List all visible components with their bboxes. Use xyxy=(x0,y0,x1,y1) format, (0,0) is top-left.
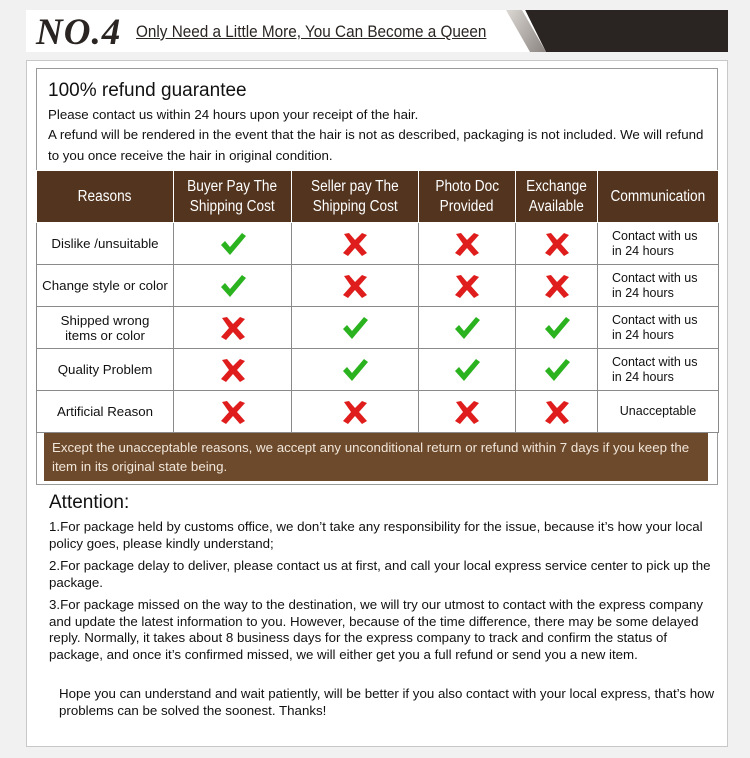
table-row xyxy=(37,307,719,349)
communication-cell: Contact with us in 24 hours xyxy=(598,223,719,265)
cross-icon xyxy=(543,230,571,258)
mark-cell xyxy=(516,265,598,307)
header-exchange: Exchange Available xyxy=(516,171,598,223)
cross-icon xyxy=(341,272,369,300)
communication-cell: Unacceptable xyxy=(598,391,719,433)
cross-icon xyxy=(453,230,481,258)
table-header-row xyxy=(37,171,719,223)
mark-cell xyxy=(516,223,598,265)
attention-closing: Hope you can understand and wait patiently, will be better if you also contact with your local express, that’s how problems can be solved the soonest. Thanks! xyxy=(59,686,715,718)
mark-cell xyxy=(419,265,516,307)
banner-slogan: Only Need a Little More, You Can Become a Queen xyxy=(136,22,487,41)
attention-item-3: 3.For package missed on the way to the destination, we will try our utmost to contact with the express company and update the latest information to you. However, because of the time difference, there may be some delayed reply. Normally, it takes about 8 business days for the express company to track and confirm the status of package, and once it’s confirmed missed, we will either get you a full refund or send you a new item. xyxy=(49,597,704,662)
table-row xyxy=(37,391,719,433)
cross-icon xyxy=(341,398,369,426)
check-icon xyxy=(219,230,247,258)
attention-item-2: 2.For package delay to deliver, please contact us at first, and call your local express service center to pick up the package. xyxy=(49,558,711,590)
mark-cell xyxy=(516,307,598,349)
attention-title: Attention: xyxy=(49,492,130,513)
section-banner xyxy=(26,10,728,52)
mark-cell xyxy=(174,391,292,433)
mark-cell xyxy=(292,265,419,307)
mark-cell xyxy=(419,223,516,265)
reason-cell: Artificial Reason xyxy=(37,391,174,433)
check-icon xyxy=(341,314,369,342)
refund-table xyxy=(36,170,719,433)
mark-cell xyxy=(419,307,516,349)
communication-cell: Contact with us in 24 hours xyxy=(598,265,719,307)
table-row xyxy=(37,223,719,265)
cross-icon xyxy=(219,398,247,426)
guarantee-line-1: Please contact us within 24 hours upon your receipt of the hair. xyxy=(48,107,419,122)
cross-icon xyxy=(219,356,247,384)
mark-cell xyxy=(174,223,292,265)
header-seller-pay: Seller pay The Shipping Cost xyxy=(292,171,419,223)
table-row xyxy=(37,265,719,307)
mark-cell xyxy=(174,265,292,307)
cross-icon xyxy=(543,272,571,300)
cross-icon xyxy=(453,398,481,426)
reason-cell: Quality Problem xyxy=(37,349,174,391)
mark-cell xyxy=(174,307,292,349)
header-photo-doc: Photo Doc Provided xyxy=(419,171,516,223)
reason-cell: Change style or color xyxy=(37,265,174,307)
guarantee-line-2: A refund will be rendered in the event that the hair is not as described, packaging is not included. We will refund to you once receive the hair in original condition. xyxy=(48,127,704,163)
mark-cell xyxy=(292,391,419,433)
communication-cell: Contact with us in 24 hours xyxy=(598,307,719,349)
header-reasons: Reasons xyxy=(37,171,174,223)
mark-cell xyxy=(516,349,598,391)
cross-icon xyxy=(543,398,571,426)
notice-box xyxy=(44,433,708,481)
mark-cell xyxy=(516,391,598,433)
cross-icon xyxy=(219,314,247,342)
check-icon xyxy=(543,314,571,342)
mark-cell xyxy=(174,349,292,391)
notice-text: Except the unacceptable reasons, we accept any unconditional return or refund within 7 days if you keep the item in its original state being. xyxy=(52,440,690,474)
mark-cell xyxy=(419,391,516,433)
header-communication: Communication xyxy=(598,171,719,223)
cross-icon xyxy=(341,230,369,258)
banner-number: NO.4 xyxy=(36,12,122,52)
check-icon xyxy=(219,272,247,300)
mark-cell xyxy=(292,349,419,391)
mark-cell xyxy=(419,349,516,391)
reason-cell: Shipped wrong items or color xyxy=(37,307,174,349)
mark-cell xyxy=(292,307,419,349)
communication-cell: Contact with us in 24 hours xyxy=(598,349,719,391)
check-icon xyxy=(453,314,481,342)
check-icon xyxy=(341,356,369,384)
table-row xyxy=(37,349,719,391)
mark-cell xyxy=(292,223,419,265)
cross-icon xyxy=(453,272,481,300)
check-icon xyxy=(453,356,481,384)
guarantee-title: 100% refund guarantee xyxy=(48,80,247,101)
reason-cell: Dislike /unsuitable xyxy=(37,223,174,265)
header-buyer-pay: Buyer Pay The Shipping Cost xyxy=(174,171,292,223)
check-icon xyxy=(543,356,571,384)
attention-item-1: 1.For package held by customs office, we don’t take any responsibility for the issue, because it’s how your local policy goes, please kindly understand; xyxy=(49,519,703,551)
